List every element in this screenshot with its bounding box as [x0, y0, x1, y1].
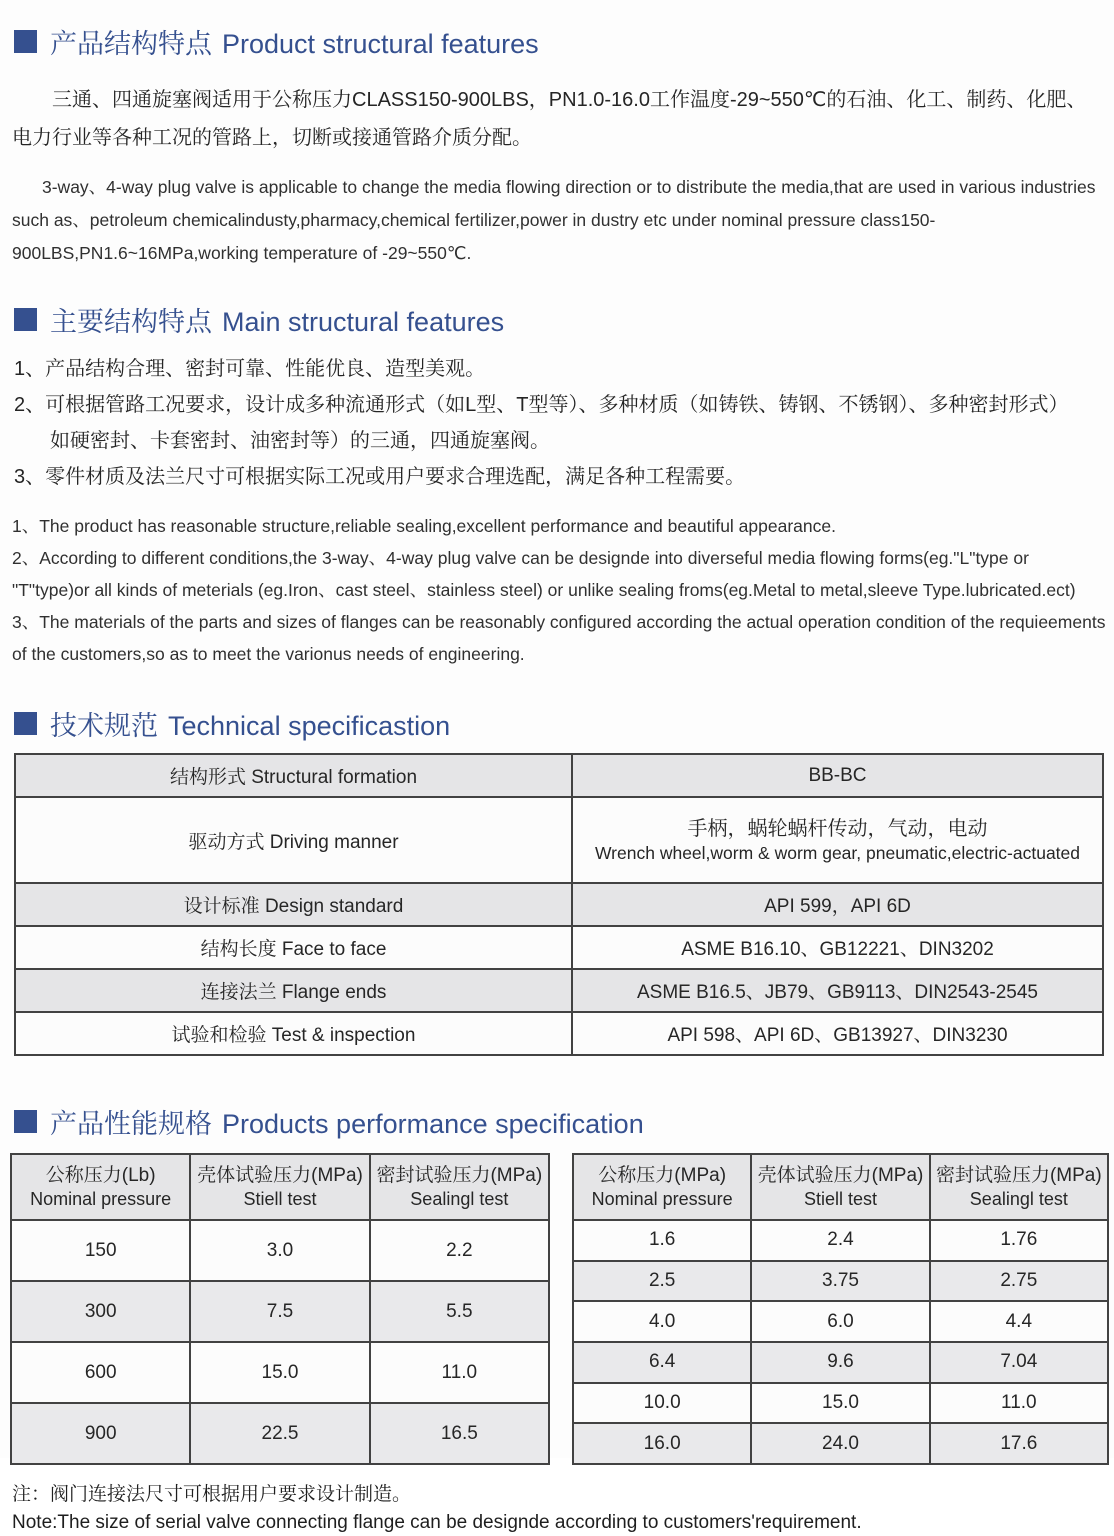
- cell: 24.0: [751, 1423, 929, 1464]
- list-item: 1、产品结构合理、密封可靠、性能优良、造型美观。: [14, 358, 486, 380]
- section-heading-main-features: [14, 300, 1114, 339]
- header-cell: [190, 1154, 369, 1220]
- table-row: [573, 1383, 1108, 1424]
- section-marker-icon: [14, 308, 37, 331]
- section-title-cn: 技术规范: [50, 711, 158, 741]
- section-title-en: Product structural features: [222, 29, 539, 59]
- cell: 6.0: [751, 1301, 929, 1342]
- cell: 22.5: [190, 1403, 369, 1464]
- section-title: [50, 22, 539, 61]
- header-cell: [370, 1154, 549, 1220]
- cell: 1.76: [930, 1220, 1108, 1261]
- header-en: Nominal pressure: [591, 1189, 733, 1209]
- note-cn: 注：阀门连接法尺寸可根据用户要求设计制造。: [12, 1484, 412, 1505]
- header-cell: [751, 1154, 929, 1220]
- header-cell: [930, 1154, 1108, 1220]
- spec-value-cell: BB-BC: [572, 754, 1103, 797]
- cell: 11.0: [370, 1342, 549, 1403]
- header-cn: 公称压力(Lb): [45, 1165, 156, 1186]
- section-heading-tech-spec: [14, 704, 1114, 743]
- section-marker-icon: [14, 30, 37, 53]
- section-title: [50, 704, 450, 743]
- section-title-cn: 产品性能规格: [50, 1109, 212, 1139]
- spec-row: [15, 797, 1103, 883]
- cell: 2.2: [370, 1220, 549, 1281]
- cell: 2.4: [751, 1220, 929, 1261]
- section-title-en: Main structural features: [222, 307, 505, 337]
- header-cn: 密封试验压力(MPa): [935, 1165, 1102, 1186]
- cell: 4.4: [930, 1301, 1108, 1342]
- spec-value-cell: ASME B16.10、GB12221、DIN3202: [572, 926, 1103, 969]
- cell: 17.6: [930, 1423, 1108, 1464]
- product-features-paragraph-cn: 三通、四通旋塞阀适用于公称压力CLASS150-900LBS，PN1.0-16.0工作温度-29~550℃的石油、化工、制药、化肥、电力行业等各种工况的管路上，切断或接通管路介质分配。: [12, 89, 1087, 149]
- cell: 6.4: [573, 1342, 751, 1383]
- table-row: [11, 1220, 549, 1281]
- list-item: 2、可根据管路工况要求，设计成多种流通形式（如L型、T型等）、多种材质（如铸铁、铸钢、不锈钢）、多种密封形式）: [14, 394, 1069, 416]
- spec-row: [15, 1012, 1103, 1055]
- cell: 1.6: [573, 1220, 751, 1261]
- header-cn: 公称压力(MPa): [598, 1165, 727, 1186]
- cell: 9.6: [751, 1342, 929, 1383]
- cell: 7.04: [930, 1342, 1108, 1383]
- section-marker-icon: [14, 1110, 37, 1133]
- section-title-cn: 主要结构特点: [50, 307, 212, 337]
- spec-row: [15, 883, 1103, 926]
- cell: 15.0: [190, 1342, 369, 1403]
- cell: 16.5: [370, 1403, 549, 1464]
- spec-value-cn: 手柄，蜗轮蜗杆传动，气动，电动: [687, 817, 988, 840]
- header-cn: 密封试验压力(MPa): [376, 1165, 543, 1186]
- table-row: [573, 1423, 1108, 1464]
- spec-label-cell: 连接法兰 Flange ends: [15, 969, 572, 1012]
- section-title: [50, 300, 504, 339]
- cell: 11.0: [930, 1383, 1108, 1424]
- cell: 16.0: [573, 1423, 751, 1464]
- main-features-list-en: [12, 510, 1110, 670]
- spec-label-cell: 结构形式 Structural formation: [15, 754, 572, 797]
- cell: 5.5: [370, 1281, 549, 1342]
- list-item: 1、The product has reasonable structure,reliable sealing,excellent performance and beautiful appearance.: [12, 516, 836, 536]
- cell: 300: [11, 1281, 190, 1342]
- table-header-row: [573, 1154, 1108, 1220]
- footer-note: [12, 1481, 1114, 1536]
- section-heading-product-features: [14, 0, 1114, 61]
- spec-value-en: Wrench wheel,worm & worm gear, pneumatic,electric-actuated: [594, 842, 1081, 863]
- list-item: 3、零件材质及法兰尺寸可根据实际工况或用户要求合理选配，满足各种工程需要。: [14, 466, 746, 488]
- table-row: [11, 1342, 549, 1403]
- main-features-list-cn: [14, 357, 1114, 490]
- cell: 3.0: [190, 1220, 369, 1281]
- spec-row: [15, 969, 1103, 1012]
- spec-row: [15, 926, 1103, 969]
- spec-row: [15, 754, 1103, 797]
- list-item: 2、According to different conditions,the 3-way、4-way plug valve can be designde into diverseful media flowing forms(eg."L"type or "T"type)or all kinds of meterials (eg.Iron、cast steel、stainless steel) or unlike sealing froms(eg.Metal to metal,sleeve Type.lubricated.ect): [12, 548, 1076, 600]
- header-en: Sealingl test: [410, 1189, 509, 1209]
- performance-table-mpa: [572, 1153, 1109, 1465]
- section-title-en: Products performance specification: [222, 1109, 644, 1139]
- table-row: [573, 1261, 1108, 1302]
- cell: 7.5: [190, 1281, 369, 1342]
- spec-label-cell: 驱动方式 Driving manner: [15, 797, 572, 883]
- spec-label-cell: 试验和检验 Test & inspection: [15, 1012, 572, 1055]
- cell: 15.0: [751, 1383, 929, 1424]
- cell: 3.75: [751, 1261, 929, 1302]
- cell: 10.0: [573, 1383, 751, 1424]
- header-cell: [11, 1154, 190, 1220]
- performance-tables: [10, 1153, 1114, 1465]
- table-header-row: [11, 1154, 549, 1220]
- note-en: Note:The size of serial valve connecting flange can be designde according to customers'requirement.: [12, 1512, 862, 1533]
- table-row: [11, 1403, 549, 1464]
- table-row: [11, 1281, 549, 1342]
- table-row: [573, 1220, 1108, 1261]
- section-title-cn: 产品结构特点: [50, 29, 212, 59]
- section-title: [50, 1102, 644, 1141]
- cell: 4.0: [573, 1301, 751, 1342]
- header-cell: [573, 1154, 751, 1220]
- spec-value-cell: ASME B16.5、JB79、GB9113、DIN2543-2545: [572, 969, 1103, 1012]
- product-features-paragraph-en: 3-way、4-way plug valve is applicable to change the media flowing direction or to distribute the media,that are used in various industries such as、petroleum chemicalindusty,pharmacy,chemical fertilizer,power in dustry etc under nominal pressure class150-900LBS,PN1.6~16MPa,working temperature of -29~550℃.: [12, 177, 1096, 263]
- spec-label-cell: 结构长度 Face to face: [15, 926, 572, 969]
- spec-value-cell: API 598、API 6D、GB13927、DIN3230: [572, 1012, 1103, 1055]
- table-row: [573, 1342, 1108, 1383]
- tech-spec-table: [14, 753, 1104, 1056]
- header-en: Sealingl test: [969, 1189, 1068, 1209]
- section-heading-performance: [14, 1102, 1114, 1141]
- spec-value-cell: API 599，API 6D: [572, 883, 1103, 926]
- header-cn: 壳体试验压力(MPa): [197, 1165, 363, 1186]
- spec-label-cell: 设计标准 Design standard: [15, 883, 572, 926]
- cell: 600: [11, 1342, 190, 1403]
- cell: 150: [11, 1220, 190, 1281]
- list-item: 3、The materials of the parts and sizes of flanges can be reasonably configured according the actual operation condition of the requieements of the customers,so as to meet the varionus needs of engineering.: [12, 612, 1106, 664]
- spec-value-cell: [572, 797, 1103, 883]
- header-en: Stiell test: [243, 1189, 317, 1209]
- performance-table-lbs: [10, 1153, 550, 1465]
- section-marker-icon: [14, 712, 37, 735]
- header-en: Stiell test: [803, 1189, 877, 1209]
- cell: 900: [11, 1403, 190, 1464]
- header-cn: 壳体试验压力(MPa): [757, 1165, 924, 1186]
- header-en: Nominal pressure: [30, 1189, 172, 1209]
- section-title-en: Technical specificastion: [168, 711, 451, 741]
- table-row: [573, 1301, 1108, 1342]
- cell: 2.5: [573, 1261, 751, 1302]
- cell: 2.75: [930, 1261, 1108, 1302]
- list-item-continuation: 如硬密封、卡套密封、油密封等）的三通，四通旋塞阀。: [50, 430, 550, 452]
